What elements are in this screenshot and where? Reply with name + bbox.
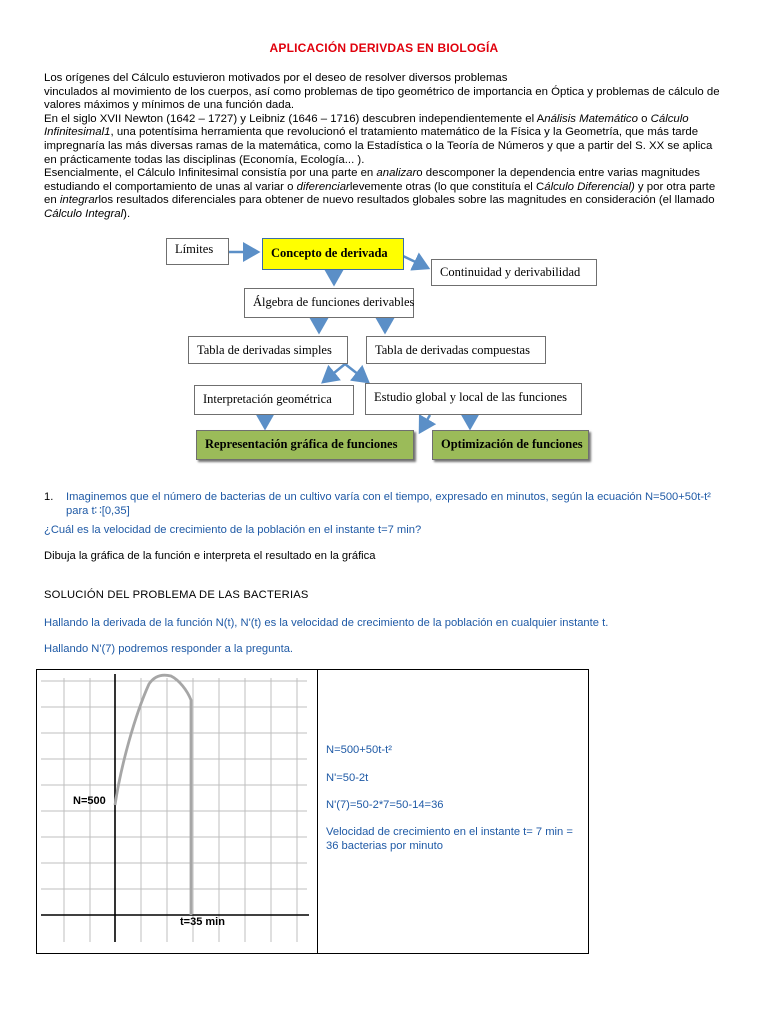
intro-text xyxy=(44,72,724,222)
graph-t-label: t=35 min xyxy=(180,916,225,928)
intro-line-2: vinculados al movimiento de los cuerpos, así como problemas de tipo geométrico de importancia en Óptica y problemas de cálculo de valores máximos y mínimos de una función dada. xyxy=(44,85,720,112)
graph-box xyxy=(36,669,318,954)
graph-n-label: N=500 xyxy=(73,795,106,807)
graph-axes xyxy=(41,674,309,942)
intro-line-1: Los orígenes del Cálculo estuvieron motivados por el deseo de resolver diversos problemas xyxy=(44,72,508,84)
intro-paragraph-2: En el siglo XVII Newton (1642 – 1727) y Leibniz (1646 – 1716) descubren independientemente el Análisis Matemático o Cálculo Infinitesimal1, una potentísima herramienta que revolucionó el tratamiento matemático de la Física y la Geometría, que más tarde impregnaría las más diversas ramas de la matemática, como la Estadística o la Teoría de Números y que a partir del S. XX se aplica en prácticamente todas las disciplinas (Economía, Ecología... ). xyxy=(44,112,713,166)
arrow-concepto-continuidad xyxy=(403,256,428,268)
arrow-center-estudio xyxy=(345,364,368,382)
page-title: APLICACIÓN DERIVDAS EN BIOLOGÍA xyxy=(269,41,499,55)
solution-line-2: Hallando N'(7) podremos responder a la pregunta. xyxy=(44,643,294,655)
concept-map xyxy=(0,232,768,467)
box-concepto-derivada: Concepto de derivada xyxy=(262,238,404,270)
result-evaluation: N'(7)=50-2*7=50-14=36 xyxy=(326,799,444,811)
box-interpretacion: Interpretación geométrica xyxy=(194,385,354,415)
problem-question: ¿Cuál es la velocidad de crecimiento de la población en el instante t=7 min? xyxy=(44,524,422,536)
box-optimizacion: Optimización de funciones xyxy=(432,430,589,460)
arrow-center-interpretacion xyxy=(323,364,345,382)
box-limites: Límites xyxy=(166,238,229,265)
problem-number: 1. xyxy=(44,491,54,503)
problem-equation-text: Imaginemos que el número de bacterias de un cultivo varía con el tiempo, expresado en minutos, según la ecuación N=500+50t-t² xyxy=(66,491,711,503)
box-representacion: Representación gráfica de funciones xyxy=(196,430,414,460)
box-tabla-compuestas: Tabla de derivadas compuestas xyxy=(366,336,546,364)
result-conclusion-2: 36 bacterias por minuto xyxy=(326,840,443,852)
result-conclusion-1: Velocidad de crecimiento en el instante t= 7 min = xyxy=(326,826,573,838)
graph-grid xyxy=(41,678,307,942)
box-algebra: Álgebra de funciones derivables xyxy=(244,288,414,318)
box-tabla-simples: Tabla de derivadas simples xyxy=(188,336,348,364)
solution-line-1: Hallando la derivada de la función N(t), N'(t) es la velocidad de crecimiento de la población en cualquier instante t. xyxy=(44,617,609,629)
problem-draw-instruction: Dibuja la gráfica de la función e interpreta el resultado en la gráfica xyxy=(44,550,376,562)
arrow-estudio-representacion xyxy=(420,415,430,432)
function-graph xyxy=(37,670,317,953)
problem-domain: para t∷[0,35] xyxy=(66,504,130,517)
box-continuidad: Continuidad y derivabilidad xyxy=(431,259,597,286)
result-derivative: N'=50-2t xyxy=(326,772,369,784)
result-equation: N=500+50t-t² xyxy=(326,744,392,756)
intro-paragraph-3: Esencialmente, el Cálculo Infinitesimal consistía por una parte en analizaro descomponer la dependencia entre varias magnitudes estudiando el comportamiento de unas al variar o diferenciarlevemente otras (lo que constituía el Cálculo Diferencial) y por otra parte en integrarlos resultados diferenciales para obtener de nuevo resultados globales sobre las magnitudes en consideración (el llamado Cálculo Integral). xyxy=(44,167,716,220)
solution-heading: SOLUCIÓN DEL PROBLEMA DE LAS BACTERIAS xyxy=(44,589,309,601)
box-estudio: Estudio global y local de las funciones xyxy=(365,383,582,415)
results-box xyxy=(317,669,589,954)
function-curve xyxy=(115,675,191,915)
